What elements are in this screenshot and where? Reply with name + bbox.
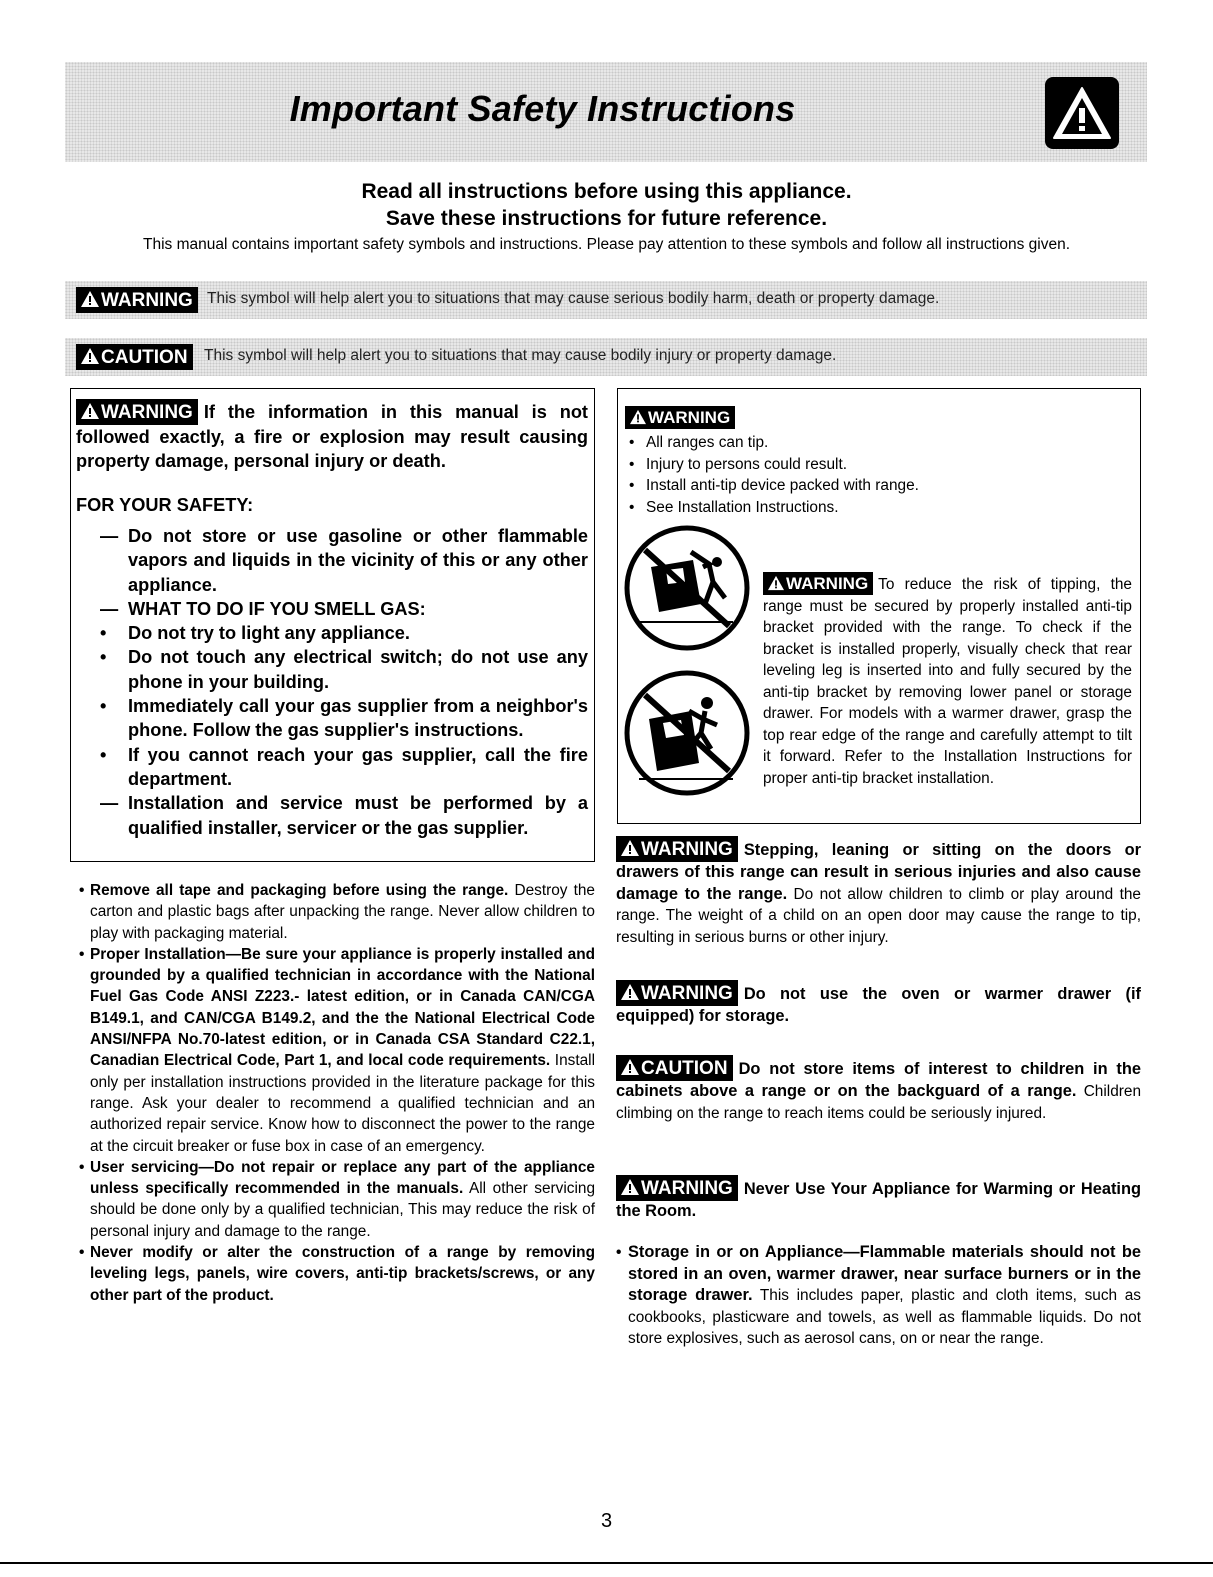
alert-triangle-icon (629, 409, 647, 425)
header-banner (65, 62, 1147, 162)
no-tipping-range-icon (621, 522, 753, 654)
warning-badge: WARNING (616, 1175, 738, 1201)
alert-triangle-icon (620, 1178, 640, 1196)
list-item: — Installation and service must be performed by a qualified installer, servicer or the gas supplier. (100, 793, 588, 838)
alert-triangle-icon (620, 983, 640, 1001)
intro-heading-save: Save these instructions for future reference. (385, 207, 828, 230)
list-item: • Never modify or alter the construction of a range by removing leveling legs, panels, wire covers, anti-tip brackets/screws, or any other part of the product. (79, 1244, 595, 1304)
list-item: — Do not store or use gasoline or other flammable vapors and liquids in the vicinity of this or any other appliance. (100, 526, 588, 595)
children-caution: CAUTION Do not store items of interest to children in the cabinets above a range or on the backguard of a range. Children climbing on the range to reach items could be seriously injured. (616, 1055, 1141, 1124)
alert-triangle-icon (767, 575, 785, 591)
list-item: • User servicing—Do not repair or replace any part of the appliance unless specifically recommended in the manuals. All other servicing should be done only by a qualified technician, This may reduce the risk of personal injury and damage to the range. (79, 1158, 596, 1240)
warning-badge: WARNING (763, 572, 873, 595)
page-number: 3 (600, 1510, 613, 1532)
divider (0, 1562, 1213, 1564)
list-item: — WHAT TO DO IF YOU SMELL GAS: (100, 598, 426, 619)
list-item: • Install anti-tip device packed with range. (629, 477, 919, 494)
page-title: Important Safety Instructions (289, 88, 796, 129)
warning-symbol-strip (65, 281, 1147, 319)
warning-badge: WARNING (616, 836, 738, 862)
warning-badge: WARNING (76, 399, 198, 425)
no-climbing-range-icon (621, 667, 753, 799)
heating-warning: WARNING Never Use Your Appliance for Warming or Heating the Room. (616, 1175, 1141, 1223)
list-item: • All ranges can tip. (629, 434, 769, 451)
warning-triangle-icon (1045, 77, 1119, 149)
alert-triangle-icon (80, 347, 100, 365)
storage-warning: WARNING Do not use the oven or warmer drawer (if equipped) for storage. (616, 980, 1141, 1028)
safety-heading: FOR YOUR SAFETY: (76, 495, 254, 515)
list-item: • Injury to persons could result. (629, 455, 848, 473)
caution-symbol-strip (65, 338, 1147, 376)
gas-warning-box (70, 388, 595, 862)
caution-badge: CAUTION (76, 344, 193, 370)
intro-text: This manual contains important safety symbols and instructions. Please pay attention to these symbols and follow all instructions given. (142, 236, 1071, 253)
intro-heading-read: Read all instructions before using this appliance. (361, 180, 852, 203)
list-item: • If you cannot reach your gas supplier, call the fire department. (100, 744, 588, 789)
gas-warning-lead: WARNING If the information in this manual is not followed exactly, a fire or explosion may result causing property damage, personal injury or death. (76, 399, 588, 473)
left-instructions (79, 880, 595, 1306)
warning-symbol-text: This symbol will help alert you to situations that may cause serious bodily harm, death or property damage. (207, 290, 940, 307)
tip-bullets (627, 432, 919, 518)
tip-warning-text: WARNING To reduce the risk of tipping, the range must be secured by properly installed anti-tip bracket provided with the range. To check if the bracket is installed properly, visually check that rear leveling leg is inserted into and fully secured by the anti-tip bracket by removing lower panel or storage drawer. For models with a warmer drawer, grasp the top rear edge of the range and carefully attempt to tilt it forward. Refer to the Installation Instructions for proper anti-tip bracket installation. (763, 574, 1132, 787)
caution-badge: CAUTION (616, 1055, 733, 1081)
alert-triangle-icon (80, 290, 100, 308)
warning-badge: WARNING (625, 406, 735, 429)
list-item: • Storage in or on Appliance—Flammable materials should not be stored in an oven, warmer drawer, near surface burners or in the storage drawer. This includes paper, plastic and cloth items, such as cookbooks, plasticware and towels, as well as flammable liquids. Do not store explosives, such as aerosol cans, on or near the range. (616, 1243, 1141, 1347)
list-item: • Remove all tape and packaging before using the range. Destroy the carton and plastic bags after unpacking the range. Never allow children to play with packaging material. (79, 882, 595, 942)
stepping-warning: WARNING Stepping, leaning or sitting on the doors or drawers of this range can result in serious injuries and also cause damage to the range. Do not allow children to climb or play around the range. The weight of a child on an open door may cause the range to tip, resulting in serious burns or other injury. (616, 836, 1141, 948)
caution-symbol-text: This symbol will help alert you to situations that may cause bodily injury or property damage. (204, 347, 837, 364)
alert-triangle-icon (620, 1058, 640, 1076)
list-item: • Do not try to light any appliance. (100, 623, 410, 644)
warning-badge: WARNING (76, 287, 198, 313)
warning-badge: WARNING (616, 980, 738, 1006)
list-item: • Do not touch any electrical switch; do not use any phone in your building. (100, 647, 588, 692)
list-item: • Immediately call your gas supplier from a neighbor's phone. Follow the gas supplier's instructions. (100, 696, 588, 741)
list-item: • See Installation Instructions. (629, 498, 839, 516)
tip-warning-box (617, 388, 1141, 824)
storage-in-appliance-item (616, 1242, 1141, 1350)
gas-safety-list (76, 524, 588, 840)
alert-triangle-icon (80, 402, 100, 420)
list-item: • Proper Installation—Be sure your appliance is properly installed and grounded by a qualified technician in accordance with the National Fuel Gas Code ANSI Z223.- latest edition, or in Canada CAN/CGA B149.1, and CAN/CGA B149.2, and the the National Electrical Code ANSI/NFPA No.70-latest edition, or in Canada CSA Standard C22.1, Canadian Electrical Code, Part 1, and local code requirements. Install only per installation instructions provided in the literature package for this range. Ask your dealer to recommend a qualified technician and an authorized repair service. Know how to disconnect the power to the range at the circuit breaker or fuse box in case of an emergency. (79, 945, 596, 1155)
alert-triangle-icon (620, 839, 640, 857)
